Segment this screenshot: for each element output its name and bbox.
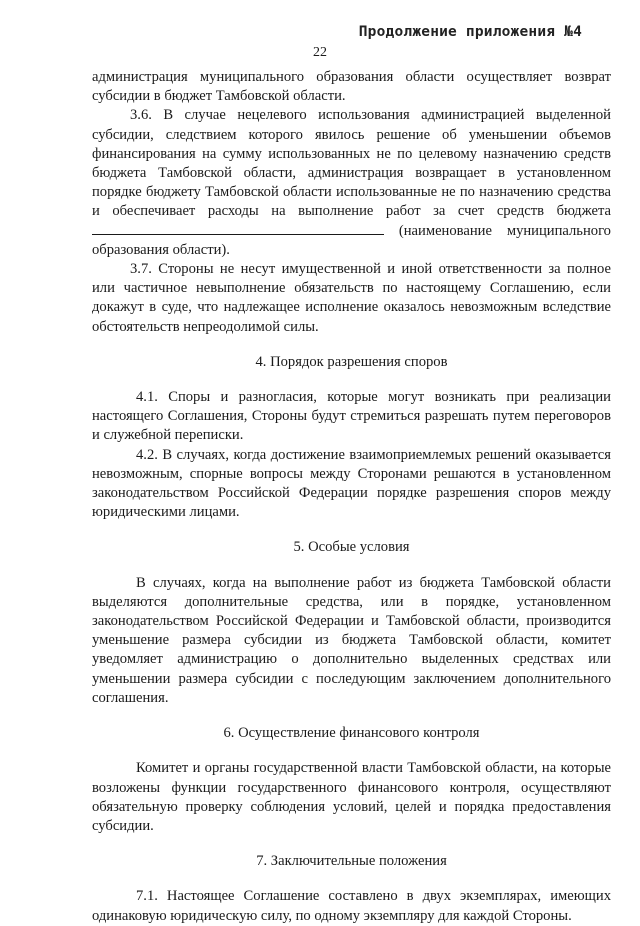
section-heading-6: 6. Осуществление финансового контроля xyxy=(223,725,480,742)
paragraph-6: Комитет и органы государственной власти Тамбовской области, на которые возложены функции государственного финансового контроля, осуществляют обязательную проверку соблюдения условий, целей и порядка предоставления субсидии. xyxy=(92,760,611,834)
paragraph-4-1: 4.1. Споры и разногласия, которые могут возникать при реализации настоящего Соглашения, Стороны будут стремиться разрешать путем переговоров и служебной переписки. xyxy=(92,389,611,444)
paragraph-continuation: администрация муниципального образования области осуществляет возврат субсидии в бюджет Тамбовской области. xyxy=(92,69,611,105)
document-body xyxy=(92,68,611,926)
blank-fill-line xyxy=(92,222,384,235)
continuation-header: Продолжение приложения №4 xyxy=(358,24,582,40)
paragraph-3-6-tail: (наименование муниципального образования области). xyxy=(92,222,611,258)
paragraph-7-1: 7.1. Настоящее Соглашение составлено в двух экземплярах, имеющих одинаковую юридическую силу, по одному экземпляру для каждой Стороны. xyxy=(92,888,611,924)
section-heading-5: 5. Особые условия xyxy=(293,539,410,556)
section-heading-4: 4. Порядок разрешения споров xyxy=(255,353,448,370)
paragraph-4-2: 4.2. В случаях, когда достижение взаимоприемлемых решений оказывается невозможным, спорные вопросы между Сторонами решаются в установленном законодательством Российской Федерации порядке разрешения споров между юридическими лицами. xyxy=(92,446,611,521)
paragraph-3-6-text: 3.6. В случае нецелевого использования администрацией выделенной субсидии, следствием которого явилось решение об уменьшении объемов финансирования на сумму использованных не по целевому назначению средств бюджета Тамбовской области, администрация возвращает в установленном порядке бюджету Тамбовской области использованные не по назначению средства и обеспечивает расходы на выполнение работ за счет средств бюджета xyxy=(92,107,611,220)
paragraph-5: В случаях, когда на выполнение работ из бюджета Тамбовской области выделяются дополнительные средства, или в порядке, установленном законодательством Российской Федерации и Тамбовской области, производится уменьшение размера субсидии из бюджета Тамбовской области, комитет уведомляет администрацию о дополнительно выделенных средствах или уменьшении размера субсидии с последующим заключением дополнительного соглашения. xyxy=(92,574,611,706)
paragraph-3-6 xyxy=(92,106,611,260)
paragraph-3-7: 3.7. Стороны не несут имущественной и иной ответственности за полное или частичное невыполнение обязательств по настоящему Соглашению, если докажут в суде, что надлежащее исполнение оказалось невозможным вследствие обстоятельств непреодолимой силы. xyxy=(92,261,611,335)
section-heading-7: 7. Заключительные положения xyxy=(256,853,447,870)
page-number: 22 xyxy=(313,45,327,60)
